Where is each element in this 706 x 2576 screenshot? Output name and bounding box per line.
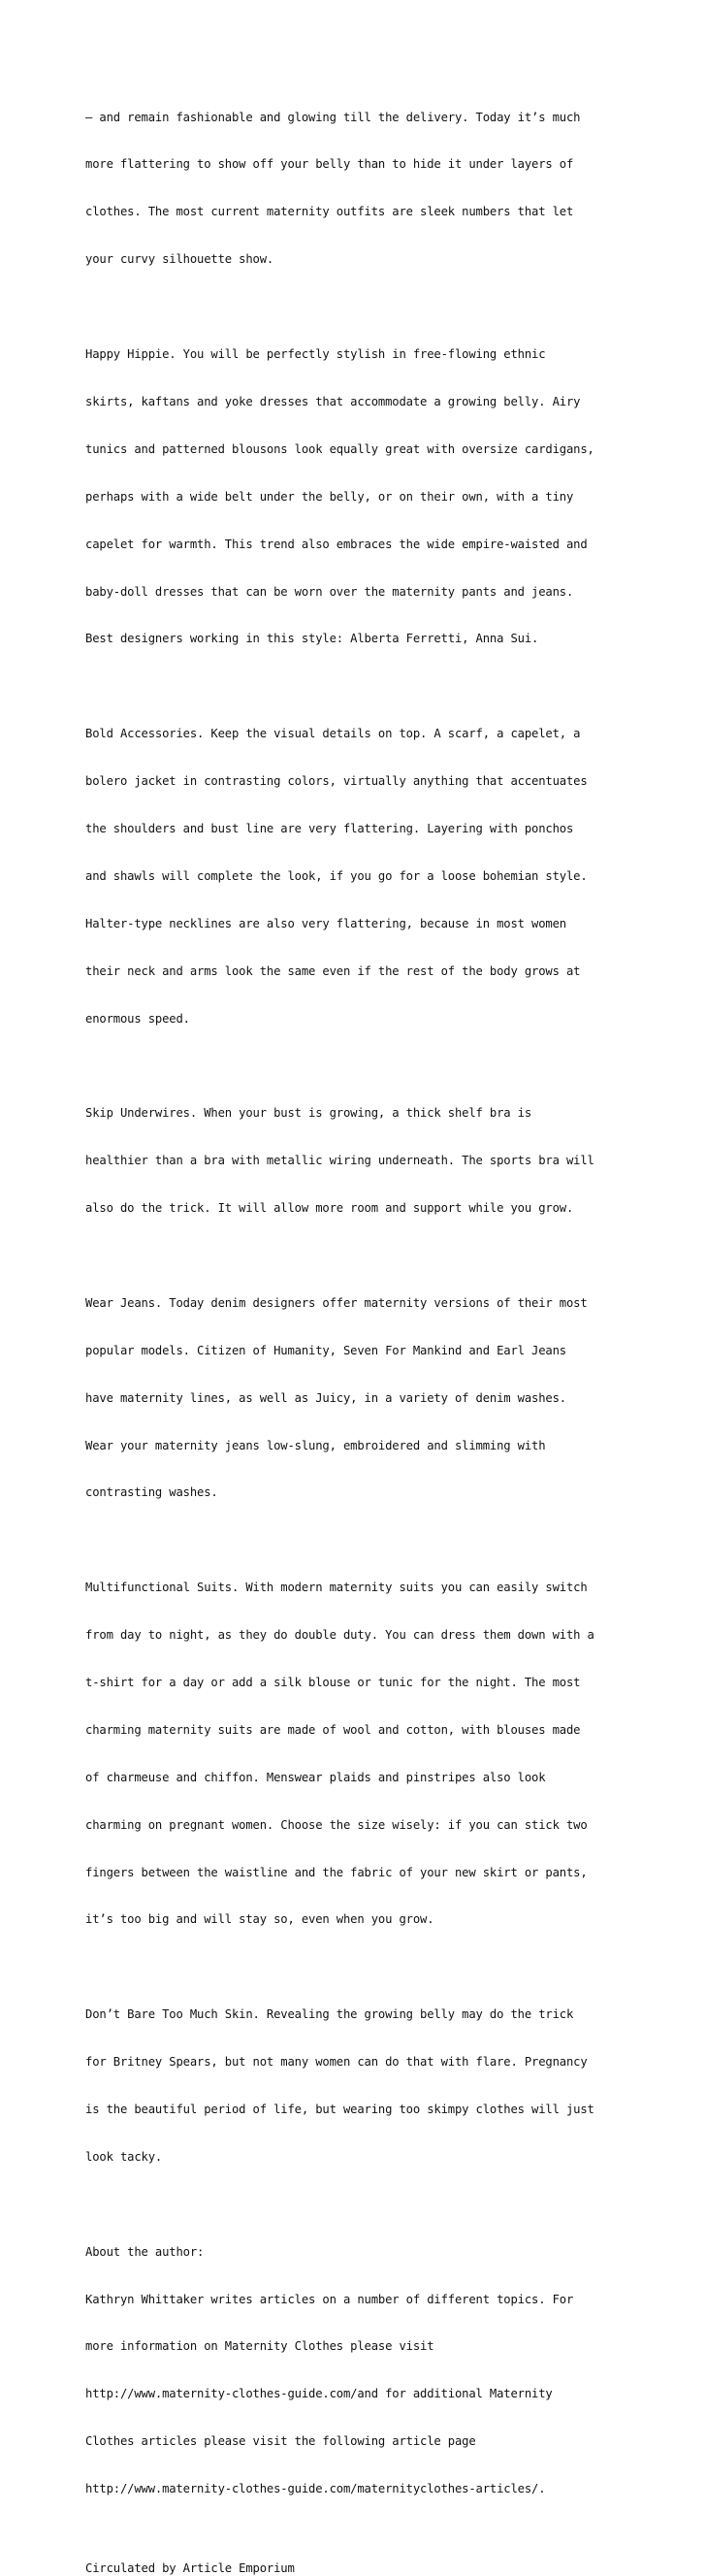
text-line: fingers between the waistline and the fabric of your new skirt or pants,	[85, 1865, 588, 1879]
text-line: Halter-type necklines are also very flattering, because in most women	[85, 916, 566, 930]
text-line: tunics and patterned blousons look equally great with oversize cardigans,	[85, 441, 594, 456]
text-line: from day to night, as they do double duty. You can dress them down with a	[85, 1628, 594, 1643]
text-line: Best designers working in this style: Alberta Ferretti, Anna Sui.	[85, 632, 539, 646]
text-line: bolero jacket in contrasting colors, virtually anything that accentuates	[85, 774, 588, 789]
text-line: enormous speed.	[85, 1011, 190, 1026]
link-text[interactable]: http://www.maternity-clothes-guide.com/maternityclothes-articles/.	[85, 2482, 546, 2496]
text-line: have maternity lines, as well as Juicy, in a variety of denim washes.	[85, 1390, 566, 1405]
text-line: look tacky.	[85, 2149, 163, 2164]
text-line: capelet for warmth. This trend also embraces the wide empire-waisted and	[85, 537, 588, 551]
text-line: also do the trick. It will allow more room and support while you grow.	[85, 1201, 574, 1216]
text-line: Skip Underwires. When your bust is growing, a thick shelf bra is	[85, 1106, 531, 1121]
paragraph-wear-jeans	[85, 1263, 687, 1532]
paragraph-happy-hippie	[85, 314, 687, 678]
text-line: of charmeuse and chiffon. Menswear plaids and pinstripes also look	[85, 1770, 546, 1784]
text-line: Happy Hippie. You will be perfectly stylish in free-flowing ethnic	[85, 347, 546, 362]
text-line: your curvy silhouette show.	[85, 252, 274, 267]
text-line: healthier than a bra with metallic wiring underneath. The sports bra will	[85, 1154, 594, 1168]
author-heading: About the author:	[85, 2244, 205, 2259]
text-line: – and remain fashionable and glowing till the delivery. Today it’s much	[85, 110, 581, 124]
text-line: perhaps with a wide belt under the belly, or on their own, with a tiny	[85, 489, 574, 504]
text-line: baby-doll dresses that can be worn over the maternity pants and jeans.	[85, 584, 574, 599]
text-line: Multifunctional Suits. With modern maternity suits you can easily switch	[85, 1581, 588, 1595]
text-line: Clothes articles please visit the following article page	[85, 2434, 476, 2449]
footer-credit: Circulated by Article Emporium	[85, 2560, 295, 2575]
document-page	[85, 78, 687, 2576]
text-line: Kathryn Whittaker writes articles on a number of different topics. For	[85, 2292, 574, 2306]
text-line: more information on Maternity Clothes please visit	[85, 2339, 434, 2354]
paragraph-multifunctional-suits	[85, 1549, 687, 1960]
text-line: contrasting washes.	[85, 1485, 218, 1500]
text-line: Wear Jeans. Today denim designers offer maternity versions of their most	[85, 1295, 588, 1310]
text-line: for Britney Spears, but not many women can do that with flare. Pregnancy	[85, 2055, 588, 2070]
paragraph-about-author	[85, 2212, 687, 2528]
text-line: skirts, kaftans and yoke dresses that accommodate a growing belly. Airy	[85, 394, 581, 408]
text-line: and shawls will complete the look, if you go for a loose bohemian style.	[85, 868, 588, 883]
text-line: is the beautiful period of life, but wearing too skimpy clothes will just	[85, 2103, 594, 2116]
text-line: charming on pregnant women. Choose the size wisely: if you can stick two	[85, 1817, 588, 1832]
text-line: Wear your maternity jeans low-slung, embroidered and slimming with	[85, 1438, 546, 1452]
paragraph-bold-accessories	[85, 695, 687, 1059]
paragraph-dont-bare-skin	[85, 1975, 687, 2197]
text-line: their neck and arms look the same even if the rest of the body grows at	[85, 963, 581, 978]
text-line: the shoulders and bust line are very flattering. Layering with ponchos	[85, 821, 574, 835]
text-line: t-shirt for a day or add a silk blouse or tunic for the night. The most	[85, 1675, 581, 1689]
text-line: charming maternity suits are made of wool and cotton, with blouses made	[85, 1722, 581, 1737]
text-line: Bold Accessories. Keep the visual details on top. A scarf, a capelet, a	[85, 727, 581, 741]
paragraph-skip-underwires	[85, 1074, 687, 1248]
paragraph-intro	[85, 78, 687, 299]
text-line: it’s too big and will stay so, even when you grow.	[85, 1912, 434, 1927]
text-line: clothes. The most current maternity outfits are sleek numbers that let	[85, 205, 574, 219]
text-line: Don’t Bare Too Much Skin. Revealing the growing belly may do the trick	[85, 2007, 574, 2022]
text-line: popular models. Citizen of Humanity, Seven For Mankind and Earl Jeans	[85, 1343, 566, 1357]
text-line: more flattering to show off your belly than to hide it under layers of	[85, 157, 574, 172]
link-text[interactable]: http://www.maternity-clothes-guide.com/and for additional Maternity	[85, 2387, 553, 2401]
spacer	[85, 2544, 687, 2560]
